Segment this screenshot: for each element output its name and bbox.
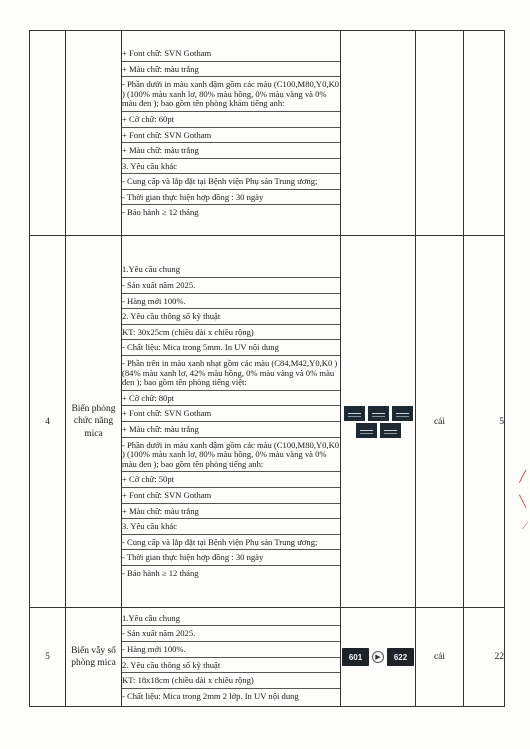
spec-line: 2. Yêu cầu thông số kỹ thuật [122,309,340,325]
spec-description-cell [122,608,341,707]
spec-line: 3. Yêu cầu khác [122,519,340,535]
margin-pen-mark: ╲ [519,496,526,508]
item-name-cell: Biển vẫy số phòng mica [66,608,122,707]
table-row [30,31,505,236]
spec-line: + Font chữ: SVN Gotham [122,406,340,422]
spec-line: + Màu chữ: màu trắng [122,422,340,438]
spec-line: + Màu chữ: màu trắng [122,504,340,520]
margin-pen-mark: ╱ [519,471,526,483]
item-name-cell: Biển phòng chức năng mica [66,236,122,608]
quantity-cell: 5 [464,236,505,608]
spec-line: + Cỡ chữ: 50pt [122,472,340,488]
spec-line: + Font chữ: SVN Gotham [122,46,340,62]
spec-description-cell [122,31,341,236]
stt-cell [30,31,66,236]
spec-line: + Màu chữ: màu trắng [122,143,340,159]
item-name-cell [66,31,122,236]
image-cell [341,31,416,236]
spec-description-cell [122,236,341,608]
room-number-plate: 601 [342,648,369,666]
spec-line: KT: 30x25cm (chiều dài x chiều rộng) [122,325,340,341]
spec-line: - Chất liệu: Mica trong 2mm 2 lớp. In UV nội dung [122,690,299,701]
room-number-sign [341,648,415,666]
spec-line: - Hàng mới 100%. [122,642,340,658]
quantity-cell [464,31,505,236]
spec-line: - Sản xuất năm 2025. [122,626,340,642]
spec-line: - Phần trên in màu xanh nhạt gồm các màu (C84,M42,Y0,K0 ) (84% màu xanh lơ, 42% màu hồng, 0% màu vàng và 0% màu đen ); bao gồm tên phòng tiếng việt: [122,356,340,391]
unit-cell: cái [416,608,464,707]
spec-line: KT: 18x18cm (chiều dài x chiều rộng) [122,673,340,689]
image-cell [341,236,416,608]
spec-line: - Bảo hành ≥ 12 tháng [122,567,199,578]
spec-line: - Phần dưới in màu xanh đậm gồm các màu (C100,M80,Y0,K0 ) (100% màu xanh lơ, 80% màu hồng, 0% màu vàng và 0% màu đen ); bao gồm tên phòng khám tiếng anh: [122,77,340,112]
sign-thumbnails [341,406,415,438]
spec-table [29,30,505,707]
room-sign-image [368,406,389,421]
unit-cell [416,31,464,236]
room-sign-image [344,406,365,421]
image-cell [341,608,416,707]
room-sign-image [380,423,401,438]
unit-cell: cái [416,236,464,608]
spec-line: 3. Yêu cầu khác [122,159,340,175]
spec-line: + Màu chữ: màu trắng [122,62,340,78]
spec-line: - Chất liệu: Mica trong 5mm. In UV nội dung [122,340,340,356]
stt-cell: 4 [30,236,66,608]
room-number-plate: 622 [387,648,414,666]
spec-line: - Sản xuất năm 2025. [122,278,340,294]
spec-line: - Bảo hành ≥ 12 tháng [122,207,199,218]
spec-line: - Thời gian thực hiện hợp đồng : 30 ngày [122,190,340,206]
spec-line: 1.Yêu cầu chung [122,611,340,627]
stt-cell: 5 [30,608,66,707]
spec-line: - Cung cấp và lắp đặt tại Bệnh viện Phụ sản Trung ương; [122,174,340,190]
table-row [30,608,505,707]
spec-line: 1.Yêu cầu chung [122,262,340,278]
table-row [30,236,505,608]
spec-line: - Cung cấp và lắp đặt tại Bệnh viện Phụ sản Trung ương; [122,535,340,551]
quantity-cell: 22 [464,608,505,707]
spec-line: + Font chữ: SVN Gotham [122,128,340,144]
spec-line: + Cỡ chữ: 60pt [122,112,340,128]
margin-pen-mark: ⁄ [524,520,526,532]
spec-line: + Font chữ: SVN Gotham [122,488,340,504]
spec-line: - Phần dưới in màu xanh đậm gồm các màu (C100,M80,Y0,K0 ) (100% màu xanh lơ, 80% màu hồng, 0% màu vàng và 0% màu đen ); bao gồm tên phòng tiếng anh: [122,438,340,473]
arrow-right-icon: ▶ [372,651,384,663]
room-sign-image [392,406,413,421]
room-sign-image [356,423,377,438]
spec-line: - Thời gian thực hiện hợp đồng : 30 ngày [122,550,340,566]
spec-line: 2. Yêu cầu thông số kỹ thuật [122,658,340,674]
spec-line: + Cỡ chữ: 80pt [122,391,340,407]
spec-line: - Hàng mới 100%. [122,294,340,310]
